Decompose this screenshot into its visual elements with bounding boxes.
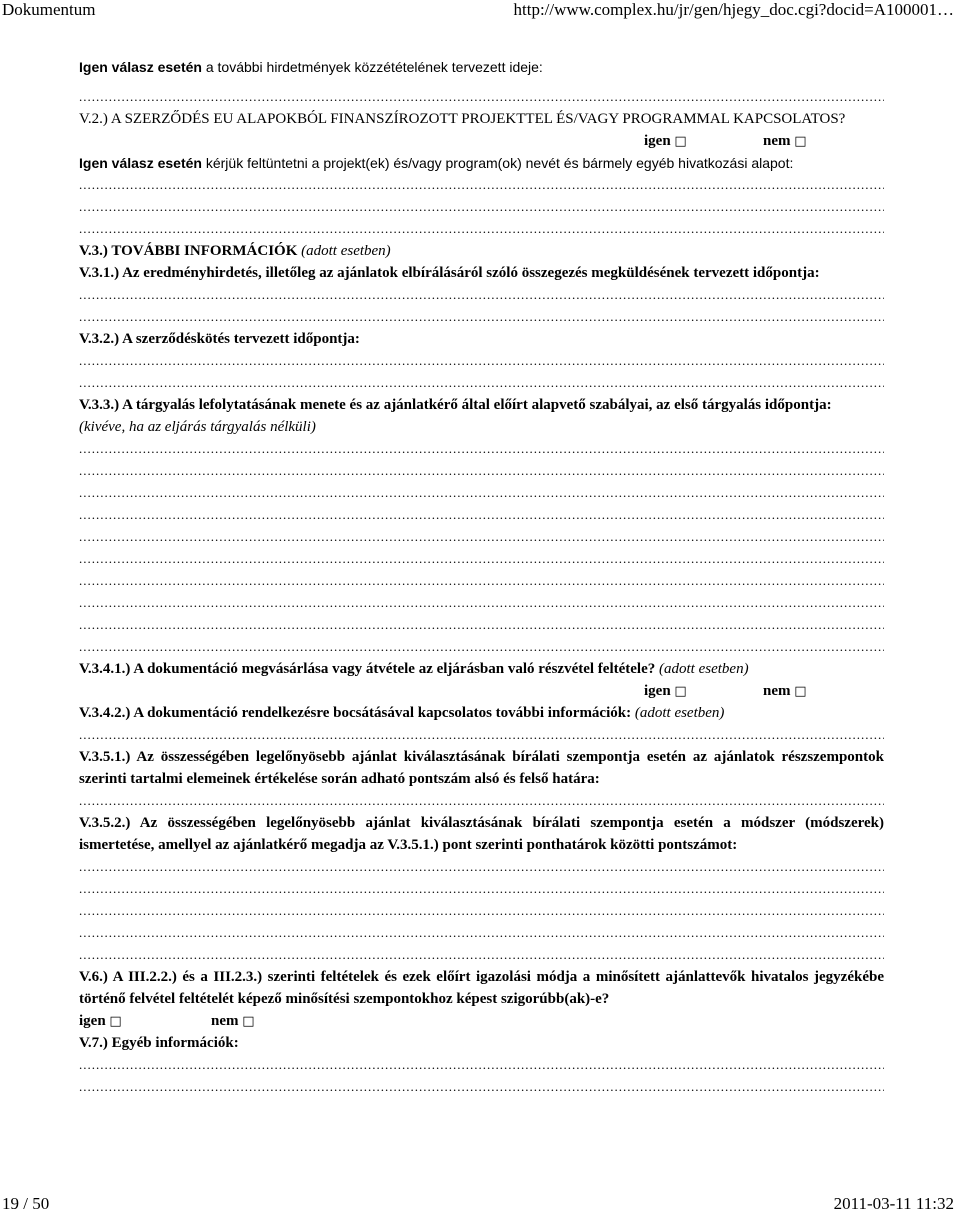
checkbox-icon[interactable]: □: [242, 1014, 255, 1029]
yes-no-choice: [79, 1010, 884, 1032]
checkbox-icon[interactable]: □: [674, 134, 687, 149]
section-v33: V.3.3.) A tárgyalás lefolytatásának menete és az ajánlatkérő által előírt alapvető szabályai, az első tárgyalás időpontja:: [79, 397, 832, 413]
choice-nem[interactable]: nem □: [763, 683, 807, 699]
answer-line: [79, 878, 884, 900]
answer-line: [79, 372, 884, 394]
answer-line: [79, 86, 884, 108]
answer-line: [79, 922, 884, 944]
answer-line: [79, 526, 884, 548]
section-v3-heading: V.3.) TOVÁBBI INFORMÁCIÓK (adott esetben): [79, 243, 391, 259]
answer-line: [79, 790, 884, 812]
answer-line: [79, 306, 884, 328]
answer-line: [79, 900, 884, 922]
answer-line: [79, 724, 884, 746]
answer-line: [79, 1054, 884, 1076]
answer-line: [79, 504, 884, 526]
section-v31: V.3.1.) Az eredményhirdetés, illetőleg az ajánlatok elbírálásáról szóló összegezés megküldésének tervezett időpontja:: [79, 265, 820, 281]
page-footer: [0, 1194, 960, 1214]
answer-line: [79, 482, 884, 504]
v2-followup: Igen válasz esetén kérjük feltüntetni a projekt(ek) és/vagy program(ok) nevét és bármely egyéb hivatkozási alapot:: [79, 155, 794, 171]
section-v352: V.3.5.2.) Az összességében legelőnyösebb ajánlat kiválasztásának bírálati szempontja esetén a módszer (módszerek) ismertetése, amellyel az ajánlatkérő megadja az V.3.5.1.) pont szerinti ponthatárok közötti pontszámot:: [79, 815, 884, 853]
page-header: [0, 0, 960, 22]
answer-line: [79, 944, 884, 966]
answer-line: [79, 174, 884, 196]
section-v33-note: (kivéve, ha az eljárás tárgyalás nélküli): [79, 419, 316, 435]
answer-line: [79, 1076, 884, 1098]
header-url[interactable]: http://www.complex.hu/jr/gen/hjegy_doc.cgi?docid=A100001…: [513, 0, 954, 19]
choice-igen[interactable]: igen □: [644, 683, 687, 699]
answer-line: [79, 548, 884, 570]
checkbox-icon[interactable]: □: [794, 684, 807, 699]
choice-igen[interactable]: igen □: [79, 1013, 122, 1029]
answer-line: [79, 856, 884, 878]
section-v6: V.6.) A III.2.2.) és a III.2.3.) szerinti feltételek és ezek előírt igazolási módja a minősített ajánlattevők hivatalos jegyzékébe történő felvétel feltételét képező minősítési szempontokhoz képest szigorúbb(ak)-e?: [79, 969, 884, 1007]
section-v341: V.3.4.1.) A dokumentáció megvásárlása vagy átvétele az eljárásban való részvétel feltétele? (adott esetben): [79, 661, 749, 677]
choice-igen[interactable]: igen □: [644, 133, 687, 149]
header-title: Dokumentum: [2, 0, 96, 19]
section-v2-heading: V.2.) A SZERZŐDÉS EU ALAPOKBÓL FINANSZÍROZOTT PROJEKTTEL ÉS/VAGY PROGRAMMAL KAPCSOLATOS?: [79, 111, 846, 127]
yes-no-choice: [79, 680, 884, 702]
yes-no-choice: [79, 130, 884, 152]
print-datetime: 2011-03-11 11:32: [833, 1194, 954, 1213]
answer-line: [79, 218, 884, 240]
answer-line: [79, 196, 884, 218]
answer-line: [79, 636, 884, 658]
answer-line: [79, 284, 884, 306]
checkbox-icon[interactable]: □: [794, 134, 807, 149]
checkbox-icon[interactable]: □: [674, 684, 687, 699]
choice-nem[interactable]: nem □: [763, 133, 807, 149]
answer-line: [79, 350, 884, 372]
section-v351: V.3.5.1.) Az összességében legelőnyösebb ajánlat kiválasztásának bírálati szempontja esetén az ajánlatok részszempontok szerinti tartalmi elemeinek értékelése során adható pontszám alsó és felső határa:: [79, 749, 884, 787]
checkbox-icon[interactable]: □: [109, 1014, 122, 1029]
further-ads-question: Igen válasz esetén a további hirdetmények közzétételének tervezett ideje:: [79, 59, 543, 75]
section-v342: V.3.4.2.) A dokumentáció rendelkezésre bocsátásával kapcsolatos további információk: (adott esetben): [79, 705, 725, 721]
answer-line: [79, 460, 884, 482]
section-v32: V.3.2.) A szerződéskötés tervezett időpontja:: [79, 331, 360, 347]
answer-line: [79, 592, 884, 614]
document-body: [79, 56, 884, 1098]
answer-line: [79, 614, 884, 636]
section-v7: V.7.) Egyéb információk:: [79, 1035, 239, 1051]
answer-line: [79, 438, 884, 460]
choice-nem[interactable]: nem □: [211, 1013, 255, 1029]
answer-line: [79, 570, 884, 592]
page-number: 19 / 50: [2, 1194, 50, 1213]
